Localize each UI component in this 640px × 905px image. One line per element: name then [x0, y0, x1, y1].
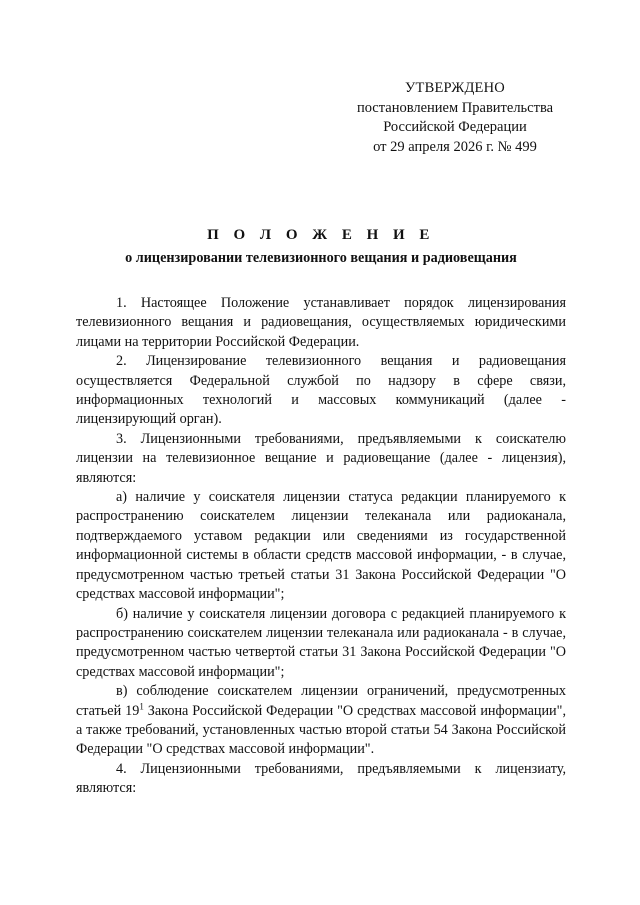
approval-line-authority: Российской Федерации: [383, 119, 527, 135]
approval-block: [330, 79, 580, 157]
approval-line-date-number: от 29 апреля 2026 г. № 499: [373, 138, 537, 155]
document-title: П О Л О Ж Е Н И Е: [207, 227, 435, 243]
paragraph-3v-text-end: Закона Российской Федерации "О средствах массовой информации", а также требований, установленных частью второй статьи 54 Закона Российской Федерации "О средствах массовой информации".: [76, 702, 566, 758]
document-body: [76, 294, 566, 799]
paragraph-3v: [76, 682, 566, 760]
paragraph-2: 2. Лицензирование телевизионного вещания и радиовещания осуществляется Федеральной службой по надзору в сфере связи, информационных технологий и массовых коммуникаций (далее - лицензирующий орган).: [76, 353, 566, 428]
paragraph-4: 4. Лицензионными требованиями, предъявляемыми к лицензиату, являются:: [76, 760, 566, 797]
approval-title: УТВЕРЖДЕНО: [405, 80, 505, 96]
paragraph-3v-text-start: в) соблюдение соискателем лицензии ограничений, предусмотренных статьей 19: [76, 683, 566, 719]
paragraph-1: 1. Настоящее Положение устанавливает порядок лицензирования телевизионного вещания и радиовещания, осуществляемых юридическими лицами на территории Российской Федерации.: [76, 295, 566, 350]
approval-line-decree: постановлением Правительства: [356, 99, 554, 116]
paragraph-3b: б) наличие у соискателя лицензии договора с редакцией планируемого к распространению соискателем лицензии телеканала или радиоканала - в случае, предусмотренном частью четвертой статьи 31 Закона Российской Федерации "О средствах массовой информации";: [76, 605, 566, 680]
paragraph-3: 3. Лицензионными требованиями, предъявляемыми к соискателю лицензии на телевизионное вещание и радиовещание (далее - лицензия), являются:: [76, 430, 566, 486]
superscript-article-index: 1: [139, 700, 144, 711]
paragraph-3a: а) наличие у соискателя лицензии статуса редакции планируемого к распространению соискателем лицензии телеканала или радиоканала, подтверждаемого уставом редакции или сведениями из государственной информационной системы в области средств массовой информации, - в случае, предусмотренном частью третьей статьи 31 Закона Российской Федерации "О средствах массовой информации";: [76, 489, 566, 603]
document-subtitle: о лицензировании телевизионного вещания и радиовещания: [125, 250, 517, 266]
